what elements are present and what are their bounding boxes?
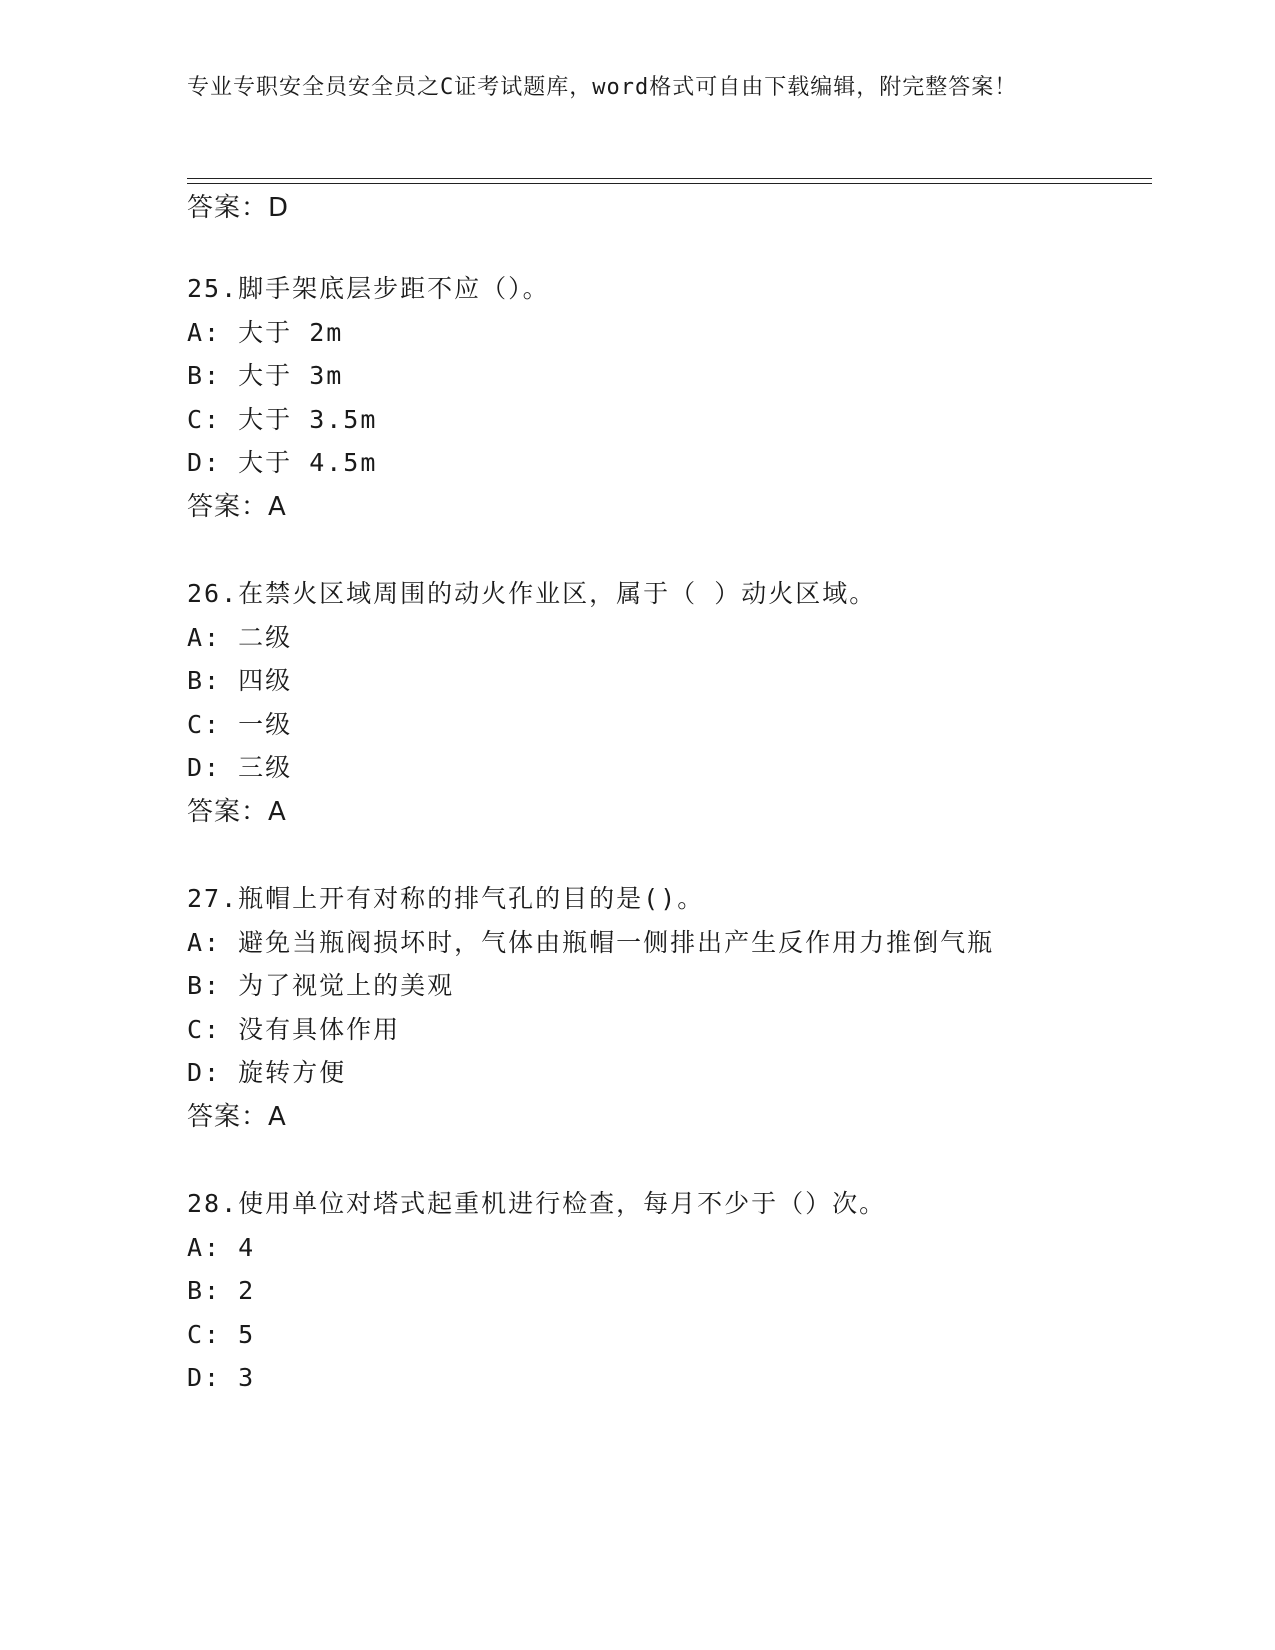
option-28-d: D: 3 [187, 1363, 256, 1392]
option-28-b: B: 2 [187, 1276, 256, 1305]
option-28-a: A: 4 [187, 1233, 256, 1262]
option-25-a: A: 大于 2m [187, 318, 344, 347]
answer-27: 答案：A [187, 1102, 287, 1132]
header-rule-top [187, 178, 1152, 179]
header-rule-bottom [187, 183, 1152, 184]
option-26-a: A: 二级 [187, 623, 293, 652]
question-28: 28.使用单位对塔式起重机进行检查，每月不少于（）次。 [187, 1189, 887, 1218]
option-26-d: D: 三级 [187, 753, 293, 782]
question-26: 26.在禁火区域周围的动火作业区，属于（ ）动火区域。 [187, 579, 877, 608]
option-27-d: D: 旋转方便 [187, 1058, 347, 1087]
document-header: 专业专职安全员安全员之C证考试题库，word格式可自由下载编辑，附完整答案！ [187, 75, 1018, 100]
option-26-b: B: 四级 [187, 666, 293, 695]
option-28-c: C: 5 [187, 1320, 256, 1349]
option-25-c: C: 大于 3.5m [187, 405, 378, 434]
question-27: 27.瓶帽上开有对称的排气孔的目的是()。 [187, 884, 705, 913]
answer-24: 答案：D [187, 193, 290, 223]
option-25-b: B: 大于 3m [187, 361, 344, 390]
option-25-d: D: 大于 4.5m [187, 448, 378, 477]
option-27-b: B: 为了视觉上的美观 [187, 971, 455, 1000]
answer-25: 答案：A [187, 492, 287, 522]
option-26-c: C: 一级 [187, 710, 293, 739]
question-25: 25.脚手架底层步距不应（）。 [187, 274, 550, 303]
option-27-a: A: 避免当瓶阀损坏时，气体由瓶帽一侧排出产生反作用力推倒气瓶 [187, 928, 995, 957]
option-27-c: C: 没有具体作用 [187, 1015, 401, 1044]
answer-26: 答案：A [187, 797, 287, 827]
